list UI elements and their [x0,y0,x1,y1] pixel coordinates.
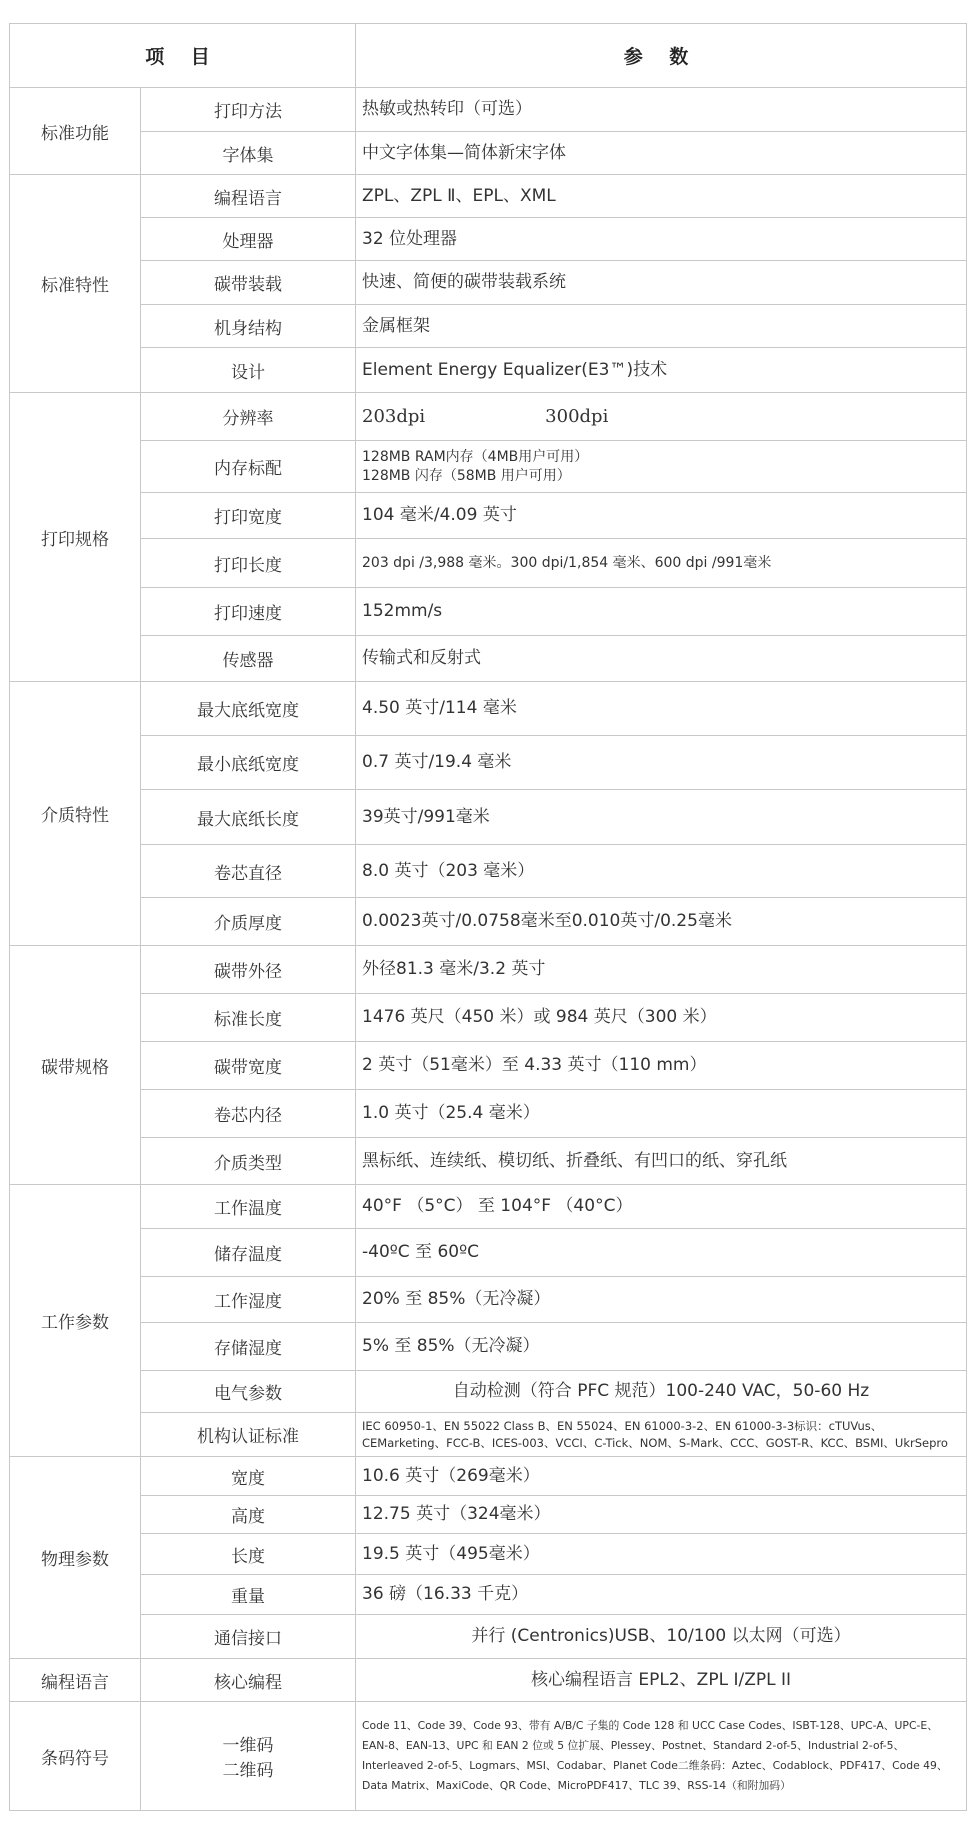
item-cell: 重量 [141,1575,356,1615]
table-row [10,898,967,946]
table-row [10,1702,967,1811]
value-cell: 4.50 英寸/114 毫米 [356,682,967,736]
item-cell: 打印速度 [141,588,356,636]
item-cell: 介质厚度 [141,898,356,946]
resolution-203: 203dpi [362,405,426,427]
table-row [10,261,967,305]
table-row [10,1457,967,1496]
value-cell: 32 位处理器 [356,218,967,261]
item-cell: 存储湿度 [141,1323,356,1371]
table-row [10,736,967,790]
value-cell: 152mm/s [356,588,967,636]
category-cell: 标准功能 [10,88,141,175]
value-cell [356,441,967,493]
value-cell: IEC 60950-1、EN 55022 Class B、EN 55024、EN 61000-3-2、EN 61000-3-3标识：cTUVus、CEMarketing、FCC-B、ICES-003、VCCI、C-Tick、NOM、S-Mark、CCC、GOST-R、KCC、BSMI、UkrSepro [356,1413,967,1457]
value-cell: 并行 (Centronics)USB、10/100 以太网（可选） [356,1615,967,1659]
value-cell: 2 英寸（51毫米）至 4.33 英寸（110 mm） [356,1042,967,1090]
table-row [10,1277,967,1323]
table-row [10,1138,967,1185]
table-row [10,175,967,218]
value-cell: 20% 至 85%（无冷凝） [356,1277,967,1323]
value-cell: 12.75 英寸（324毫米） [356,1496,967,1534]
table-row [10,946,967,994]
item-cell: 长度 [141,1534,356,1575]
category-cell: 介质特性 [10,682,141,946]
value-cell: 快速、简便的碳带装载系统 [356,261,967,305]
table-row [10,1534,967,1575]
value-cell [356,393,967,441]
value-cell: 自动检测（符合 PFC 规范）100-240 VAC，50-60 Hz [356,1371,967,1413]
category-cell: 碳带规格 [10,946,141,1185]
category-cell: 物理参数 [10,1457,141,1659]
item-cell: 卷芯内径 [141,1090,356,1138]
table-row [10,845,967,898]
item-cell: 宽度 [141,1457,356,1496]
category-cell: 标准特性 [10,175,141,393]
item-cell: 传感器 [141,636,356,682]
item-cell: 电气参数 [141,1371,356,1413]
item-cell: 字体集 [141,132,356,175]
value-cell: 10.6 英寸（269毫米） [356,1457,967,1496]
value-cell: 金属框架 [356,305,967,348]
item-cell: 工作湿度 [141,1277,356,1323]
item-cell: 储存温度 [141,1229,356,1277]
category-cell: 打印规格 [10,393,141,682]
table-row [10,1323,967,1371]
spec-table [9,23,967,1811]
item-cell: 碳带外径 [141,946,356,994]
item-cell: 编程语言 [141,175,356,218]
table-row [10,1659,967,1702]
item-cell: 最大底纸宽度 [141,682,356,736]
category-cell: 条码符号 [10,1702,141,1811]
value-cell: 外径81.3 毫米/3.2 英寸 [356,946,967,994]
value-cell: 1.0 英寸（25.4 毫米） [356,1090,967,1138]
table-row [10,305,967,348]
item-cell: 分辨率 [141,393,356,441]
table-row [10,348,967,393]
item-cell: 工作温度 [141,1185,356,1229]
table-row [10,218,967,261]
item-cell: 内存标配 [141,441,356,493]
item-cell [141,1702,356,1811]
table-row [10,1413,967,1457]
memory-ram: 128MB RAM内存（4MB用户可用） [362,449,589,466]
item-cell: 机身结构 [141,305,356,348]
table-row [10,1090,967,1138]
memory-flash: 128MB 闪存（58MB 用户可用） [362,467,571,484]
item-cell: 通信接口 [141,1615,356,1659]
item-cell: 卷芯直径 [141,845,356,898]
item-cell: 最小底纸宽度 [141,736,356,790]
item-cell: 设计 [141,348,356,393]
value-cell: 核心编程语言 EPL2、ZPL I/ZPL II [356,1659,967,1702]
item-cell: 打印宽度 [141,493,356,539]
item-cell: 最大底纸长度 [141,790,356,845]
value-cell: 40°F （5°C） 至 104°F （40°C） [356,1185,967,1229]
value-cell: Element Energy Equalizer(E3™)技术 [356,348,967,393]
table-row [10,88,967,132]
value-cell: 黑标纸、连续纸、模切纸、折叠纸、有凹口的纸、穿孔纸 [356,1138,967,1185]
table-row [10,1185,967,1229]
item-2d: 二维码 [222,1761,274,1781]
item-cell: 打印方法 [141,88,356,132]
value-cell: 39英寸/991毫米 [356,790,967,845]
header-item: 项 目 [10,24,356,88]
table-row [10,441,967,493]
table-row [10,539,967,588]
item-cell: 核心编程 [141,1659,356,1702]
value-cell: ZPL、ZPL Ⅱ、EPL、XML [356,175,967,218]
table-row [10,1371,967,1413]
value-cell: 0.7 英寸/19.4 毫米 [356,736,967,790]
value-cell: 热敏或热转印（可选） [356,88,967,132]
header-param: 参 数 [356,24,967,88]
item-cell: 碳带宽度 [141,1042,356,1090]
item-cell: 处理器 [141,218,356,261]
value-cell: 104 毫米/4.09 英寸 [356,493,967,539]
table-row [10,1496,967,1534]
item-cell: 标准长度 [141,994,356,1042]
table-row [10,1615,967,1659]
value-cell: 203 dpi /3,988 毫米。300 dpi/1,854 毫米、600 dpi /991毫米 [356,539,967,588]
table-row [10,994,967,1042]
table-row [10,1229,967,1277]
value-cell: 0.0023英寸/0.0758毫米至0.010英寸/0.25毫米 [356,898,967,946]
value-cell: 中文字体集—简体新宋字体 [356,132,967,175]
item-cell: 机构认证标准 [141,1413,356,1457]
table-row [10,682,967,736]
resolution-300: 300dpi [545,405,609,427]
value-cell: 36 磅（16.33 千克） [356,1575,967,1615]
category-cell: 工作参数 [10,1185,141,1457]
header-row [10,24,967,88]
item-1d: 一维码 [222,1736,274,1756]
table-row [10,790,967,845]
item-cell: 介质类型 [141,1138,356,1185]
table-row [10,1575,967,1615]
table-row [10,132,967,175]
item-cell: 打印长度 [141,539,356,588]
value-cell: 19.5 英寸（495毫米） [356,1534,967,1575]
item-cell: 高度 [141,1496,356,1534]
category-cell: 编程语言 [10,1659,141,1702]
item-cell: 碳带装载 [141,261,356,305]
value-cell: -40ºC 至 60ºC [356,1229,967,1277]
table-row [10,588,967,636]
value-cell: 5% 至 85%（无冷凝） [356,1323,967,1371]
value-cell: 传输式和反射式 [356,636,967,682]
value-cell: 1476 英尺（450 米）或 984 英尺（300 米） [356,994,967,1042]
table-row [10,636,967,682]
table-row [10,493,967,539]
table-row [10,1042,967,1090]
table-row [10,393,967,441]
value-cell: 8.0 英寸（203 毫米） [356,845,967,898]
value-cell: Code 11、Code 39、Code 93、带有 A/B/C 子集的 Code 128 和 UCC Case Codes、ISBT-128、UPC-A、UPC-E、EAN-8、EAN-13、UPC 和 EAN 2 位或 5 位扩展、Plessey、Postnet、Standard 2-of-5、Industrial 2-of-5、Interleaved 2-of-5、Logmars、MSI、Codabar、Planet Code二维条码：Aztec、Codablock、PDF417、Code 49、Data Matrix、MaxiCode、QR Code、MicroPDF417、TLC 39、RSS-14（和附加码） [356,1702,967,1811]
